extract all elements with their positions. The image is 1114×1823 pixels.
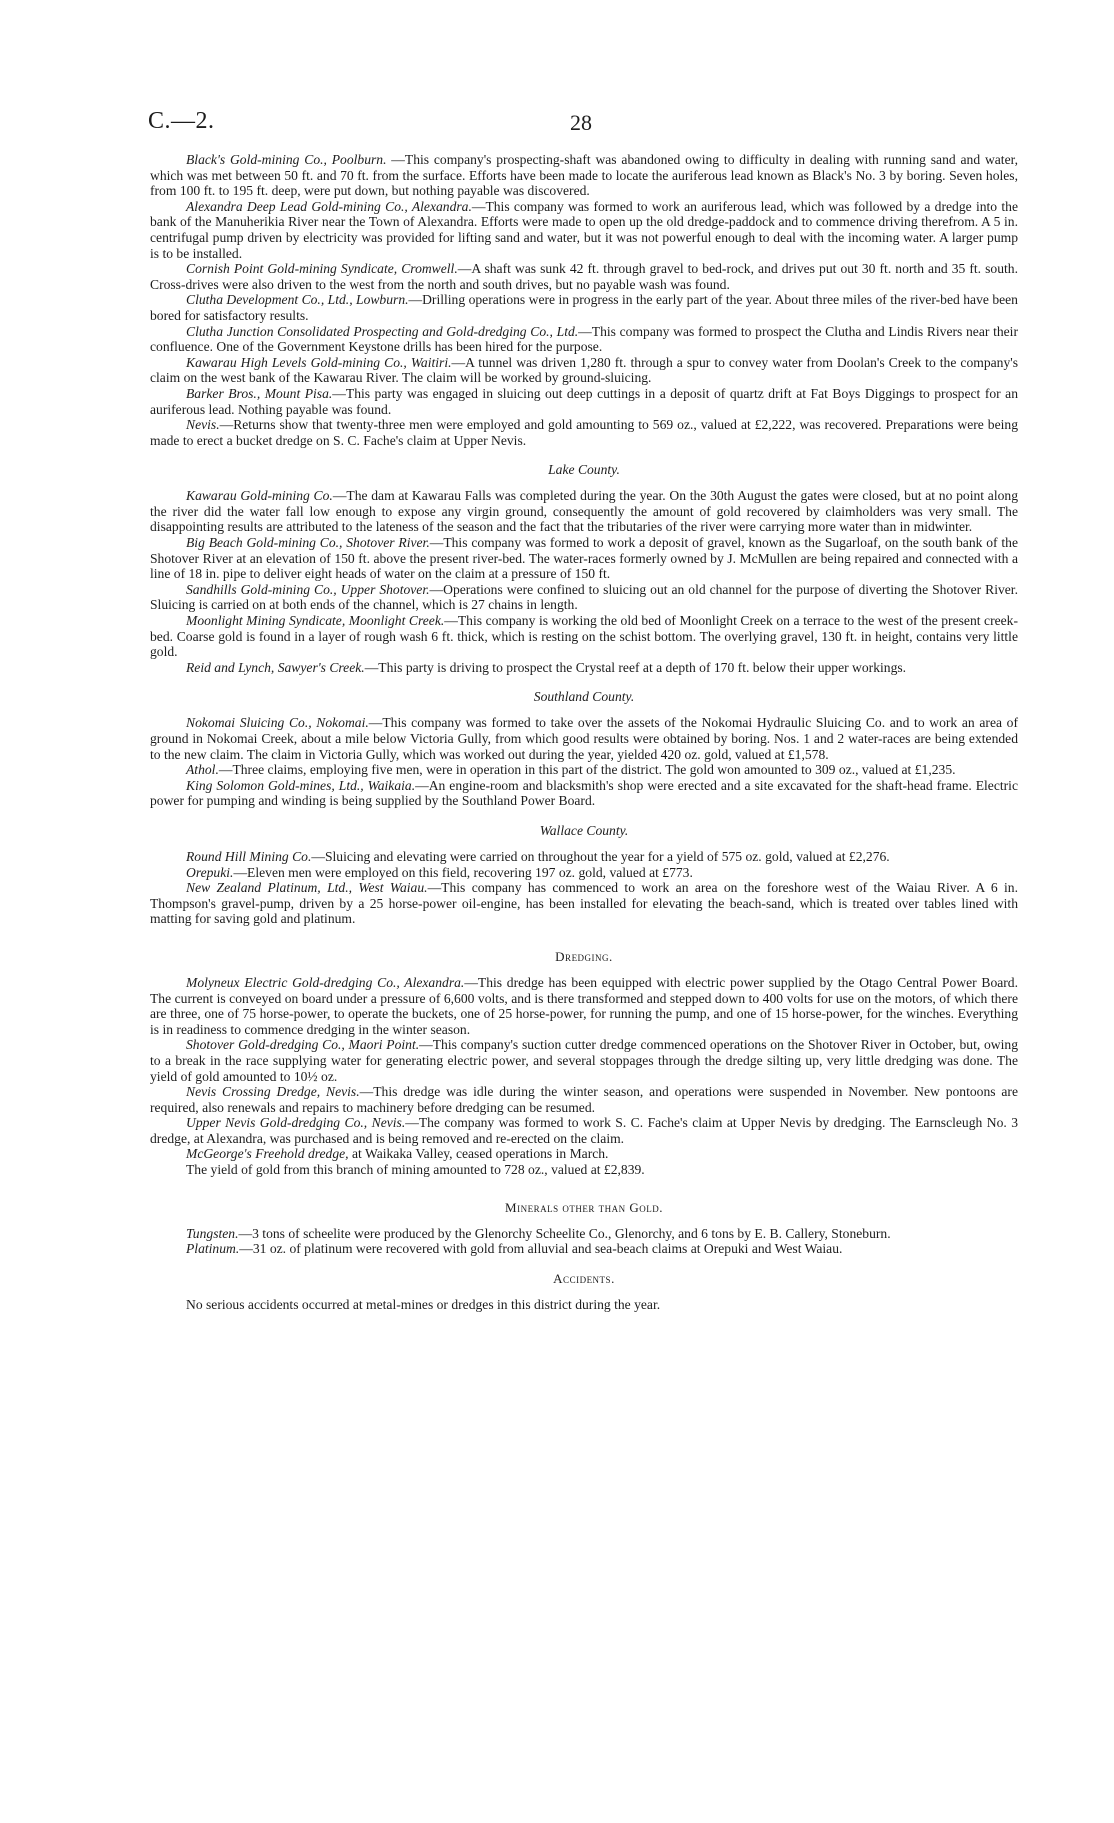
entry-text: —This company has commenced to work an area on the foreshore west of the Waiau River. A 6 in. Thompson's gravel-pump, driven by a 25 horse-power oil-engine, has been installed for elevating the beach-sand, which is treated over tables lined with matting for saving gold and platinum.: [150, 880, 1018, 927]
page-number: 28: [570, 110, 592, 135]
entry-text: —This company was formed to take over the assets of the Nokomai Hydraulic Sluicing Co. and to work an area of ground in Nokomai Creek, about a mile below Victoria Gully, from which good results were obtained by boring. Nos. 1 and 2 water-races are being extended to the new claim. The claim in Victoria Gully, which was worked out during the year, yielded 420 oz. gold, valued at £1,578.: [150, 715, 1018, 762]
entry-text: —This party was engaged in sluicing out deep cuttings in a deposit of quartz drift at Fat Boys Diggings to prospect for an auriferous lead. Nothing payable was found.: [150, 385, 1018, 417]
top-entries: [150, 152, 1018, 448]
entry-name: Nevis Crossing Dredge, Nevis.: [186, 1084, 360, 1100]
entry-paragraph: [150, 849, 1018, 865]
entry-text: —Three claims, employing five men, were in operation in this part of the district. The gold won amounted to 309 oz., valued at £1,235.: [218, 762, 956, 778]
entry-paragraph: [150, 292, 1018, 323]
entry-name: Barker Bros., Mount Pisa.: [186, 385, 333, 401]
entry-text: —This company is working the old bed of Moonlight Creek on a terrace to the west of the present creek-bed. Coarse gold is found in a layer of rough wash 6 ft. thick, which is resting on the schist bottom. The overlying gravel, 130 ft. in height, contains very little gold.: [150, 613, 1018, 660]
entry-name: Black's Gold-mining Co., Poolburn.: [186, 152, 387, 167]
entry-text: —3 tons of scheelite were produced by the Glenorchy Scheelite Co., Glenorchy, and 6 tons by E. B. Callery, Stoneburn.: [238, 1225, 891, 1241]
entry-paragraph: [150, 1115, 1018, 1146]
entry-name: Kawarau Gold-mining Co.: [186, 488, 333, 504]
accidents-text: No serious accidents occurred at metal-mines or dredges in this district during the year.: [186, 1296, 661, 1312]
entry-text: —Drilling operations were in progress in the early part of the year. About three miles of the river-bed have been bored for satisfactory results.: [150, 292, 1018, 323]
entry-paragraph: [150, 1241, 1018, 1257]
entry-name: King Solomon Gold-mines, Ltd., Waikaia.: [186, 777, 416, 793]
entry-name: Sandhills Gold-mining Co., Upper Shotover.: [186, 581, 430, 597]
entry-paragraph: [150, 865, 1018, 881]
page-header: [150, 108, 1018, 152]
entry-text: —This company was formed to prospect the Clutha and Lindis Rivers near their confluence. One of the Government Keystone drills has been hired for the purpose.: [150, 323, 1018, 355]
entry-text: —This party is driving to prospect the Crystal reef at a depth of 170 ft. below their upper workings.: [364, 659, 907, 675]
entry-text: —Sluicing and elevating were carried on throughout the year for a yield of 575 oz. gold, valued at £2,276.: [311, 848, 890, 864]
entry-text: —Operations were confined to sluicing out an old channel for the purpose of diverting the Shotover River. Sluicing is carried on at both ends of the channel, which is 27 chains in length.: [150, 581, 1018, 613]
entry-paragraph: [150, 488, 1018, 535]
entry-name: New Zealand Platinum, Ltd., West Waiau.: [186, 880, 428, 896]
entry-text: —This company was formed to work an auriferous lead, which was followed by a dredge into the bank of the Manuherikia River near the Town of Alexandra. Efforts were made to open up the old dredge-paddock and to commence driving therefrom. A 5 in. centrifugal pump driven by electricity was provided for lifting sand and water, but it was not powerful enough to deal with the incoming water. A larger pump is to be installed.: [150, 198, 1018, 261]
entry-text: —The dam at Kawarau Falls was completed during the year. On the 30th August the gates were closed, but at no point along the river did the water fall low enough to expose any virgin ground, consequently the amount of gold recovered by claimholders was very small. The disappointing results are attributed to the lateness of the season and the fact that the tributaries of the river were carrying more water than in midwinter.: [150, 488, 1018, 535]
entry-paragraph: [150, 417, 1018, 448]
entry-paragraph: [150, 715, 1018, 762]
lake-county-entries: [150, 488, 1018, 675]
entry-text: —This dredge was idle during the winter season, and operations were suspended in November. New pontoons are required, also renewals and repairs to machinery before dredging can be resumed.: [150, 1084, 1018, 1115]
entry-name: Nokomai Sluicing Co., Nokomai.: [186, 715, 369, 731]
entry-text: —An engine-room and blacksmith's shop were erected and a site excavated for the shaft-head frame. Electric power for pumping and winding is being supplied by the Southland Power Board.: [150, 777, 1018, 809]
entry-paragraph: [150, 613, 1018, 660]
entry-text: —The company was formed to work S. C. Fache's claim at Upper Nevis by dredging. The Earnscleugh No. 3 dredge, at Alexandra, was purchased and is being removed and re-erected on the claim.: [150, 1115, 1018, 1146]
southland-county-entries: [150, 715, 1018, 809]
entry-text: —31 oz. of platinum were recovered with gold from alluvial and sea-beach claims at Orepuki and West Waiau.: [239, 1241, 843, 1257]
entry-text: —A tunnel was driven 1,280 ft. through a spur to convey water from Doolan's Creek to the company's claim on the west bank of the Kawarau River. The claim will be worked by ground-sluicing.: [150, 354, 1018, 386]
entry-paragraph: [150, 386, 1018, 417]
section-heading-southland-county: Southland County.: [533, 689, 635, 705]
entry-text: —This dredge has been equipped with electric power supplied by the Otago Central Power Board. The current is conveyed on board under a pressure of 6,600 volts, and is there transformed and stepped down to 400 volts for use on the motors, of which there are three, one of 75 horse-power, to operate the buckets, one of 25 horse-power, for running the pump, and one of 15 horse-power, for the winches. Everything is in readiness to commence dredging in the winter season.: [150, 974, 1018, 1037]
entry-paragraph: [150, 582, 1018, 613]
entry-text: —This company's suction cutter dredge commenced operations on the Shotover River in October, but, owing to a break in the race supplying water for generating electric power, and several stoppages through the dredge silting up, very little dredging was done. The yield of gold amounted to 10½ oz.: [150, 1037, 1018, 1084]
entry-name: Nevis.: [186, 417, 220, 433]
entry-text: —A shaft was sunk 42 ft. through gravel to bed-rock, and drives put out 30 ft. north and 35 ft. south. Cross-drives were also driven to the west from the north and south drives, but no payable wash was found.: [150, 261, 1018, 292]
entry-paragraph: [150, 261, 1018, 292]
section-heading-minerals: Minerals other than Gold.: [505, 1199, 663, 1215]
document-reference: C.—2.: [148, 108, 215, 134]
entry-name: Cornish Point Gold-mining Syndicate, Cromwell.: [186, 261, 458, 277]
entry-name: Moonlight Mining Syndicate, Moonlight Creek.: [186, 613, 445, 629]
section-heading-dredging: Dredging.: [555, 948, 613, 964]
entry-name: Platinum.: [186, 1241, 240, 1257]
entry-paragraph: [150, 535, 1018, 582]
entry-name: Clutha Junction Consolidated Prospecting and Gold-dredging Co., Ltd.: [186, 323, 579, 339]
entry-paragraph: [150, 1226, 1018, 1242]
document-page: [150, 108, 1018, 1312]
entry-name: Reid and Lynch, Sawyer's Creek.: [186, 659, 365, 675]
entry-name: Round Hill Mining Co.: [186, 848, 312, 864]
dredging-entries: [150, 975, 1018, 1178]
entry-name: Orepuki.: [186, 864, 234, 880]
entry-text: —This company's prospecting-shaft was abandoned owing to difficulty in dealing with running sand and water, which was met between 50 ft. and 70 ft. from the surface. Efforts have been made to locate the auriferous lead known as Black's No. 3 by boring. Seven holes, from 100 ft. to 195 ft. deep, were put down, but nothing payable was discovered.: [150, 152, 1018, 199]
entry-paragraph: [150, 1084, 1018, 1115]
entry-paragraph: [150, 778, 1018, 809]
entry-name: Clutha Development Co., Ltd., Lowburn.: [186, 292, 409, 308]
entry-paragraph: [150, 1037, 1018, 1084]
entry-name: Tungsten.: [186, 1225, 239, 1241]
wallace-county-entries: [150, 849, 1018, 927]
entry-name: Alexandra Deep Lead Gold-mining Co., Alexandra.: [186, 198, 472, 214]
entry-paragraph: [150, 975, 1018, 1037]
entry-text: —This company was formed to work a deposit of gravel, known as the Sugarloaf, on the south bank of the Shotover River at an elevation of 150 ft. above the present river-bed. The water-races formerly owned by J. McMullen are being repaired and connected with a line of 18 in. pipe to deliver eight heads of water on the claim at a pressure of 150 ft.: [150, 535, 1018, 582]
entry-name: Big Beach Gold-mining Co., Shotover River.: [186, 535, 430, 551]
entry-paragraph: [150, 762, 1018, 778]
entry-text: at Waikaka Valley, ceased operations in March.: [348, 1146, 609, 1162]
entry-name: Upper Nevis Gold-dredging Co., Nevis.: [186, 1115, 406, 1131]
minerals-entries: [150, 1226, 1018, 1257]
entry-paragraph: [150, 1146, 1018, 1162]
entry-paragraph: [150, 355, 1018, 386]
entry-name: Molyneux Electric Gold-dredging Co., Alexandra.: [186, 974, 465, 990]
entry-text: —Returns show that twenty-three men were employed and gold amounting to 569 oz., valued at £2,222, was recovered. Preparations were being made to erect a bucket dredge on S. C. Fache's claim at Upper Nevis.: [150, 417, 1018, 448]
entry-paragraph: [150, 199, 1018, 261]
entry-name: McGeorge's Freehold dredge,: [186, 1146, 349, 1162]
entry-paragraph: [150, 324, 1018, 355]
section-heading-accidents: Accidents.: [553, 1270, 615, 1286]
entry-name: Athol.: [186, 762, 219, 778]
section-heading-wallace-county: Wallace County.: [539, 822, 629, 838]
entry-name: Shotover Gold-dredging Co., Maori Point.: [186, 1037, 420, 1053]
section-heading-lake-county: Lake County.: [548, 462, 620, 478]
entry-paragraph: [150, 152, 1018, 199]
entry-paragraph: [150, 880, 1018, 927]
entry-text: —Eleven men were employed on this field, recovering 197 oz. gold, valued at £773.: [233, 864, 693, 880]
dredging-summary: The yield of gold from this branch of mining amounted to 728 oz., valued at £2,839.: [186, 1162, 645, 1178]
entry-name: Kawarau High Levels Gold-mining Co., Waitiri.: [186, 354, 452, 370]
entry-paragraph: [150, 660, 1018, 676]
